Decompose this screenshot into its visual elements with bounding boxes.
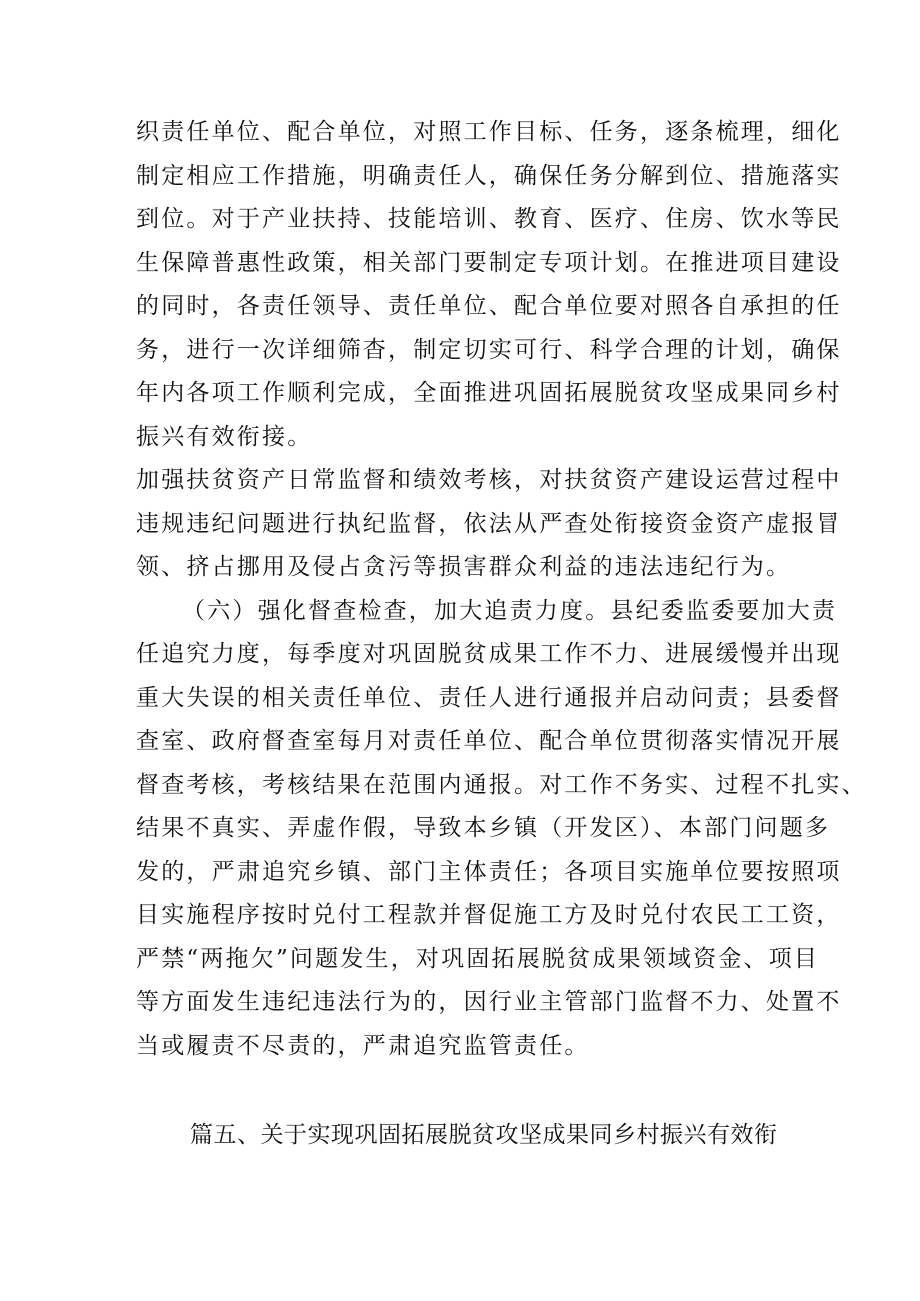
paragraph-3-line-1: （六）强化督查检查，加大追责力度。县纪委监委要加大责: [182, 598, 838, 624]
paragraph-3-line-9: 严禁“两拖欠”问题发生，对巩固拓展脱贫成果领域资金、项目: [136, 946, 820, 972]
paragraph-1-line-1: 织责任单位、配合单位，对照工作目标、任务，逐条梳理，细化: [136, 119, 842, 145]
paragraph-3-line-6: 结果不真实、弄虚作假，导致本乡镇（开发区）、本部门问题多: [136, 815, 831, 841]
paragraph-2-line-3: 领、挤占挪用及侵占贪污等损害群众利益的违法违纪行为。: [136, 554, 792, 580]
paragraph-1-line-7: 年内各项工作顺利完成，全面推进巩固拓展脱贫攻坚成果同乡村: [136, 380, 842, 406]
paragraph-3-line-7: 发的，严肃追究乡镇、部门主体责任；各项目实施单位要按照项: [136, 859, 842, 885]
paragraph-3-line-5: 督查考核，考核结果在范围内通报。对工作不务实、过程不扎实、: [136, 772, 867, 798]
paragraph-1-line-4: 生保障普惠性政策，相关部门要制定专项计划。在推进项目建设: [136, 250, 842, 276]
paragraph-3-line-4: 查室、政府督查室每月对责任单位、配合单位贯彻落实情况开展: [136, 728, 842, 754]
paragraph-3-line-2: 任追究力度，每季度对巩固脱贫成果工作不力、进展缓慢并出现: [136, 641, 842, 667]
paragraph-3-line-3: 重大失误的相关责任单位、责任人进行通报并启动问责；县委督: [136, 685, 842, 711]
paragraph-1-line-2: 制定相应工作措施，明确责任人，确保任务分解到位、措施落实: [136, 163, 842, 189]
paragraph-3-line-10: 等方面发生违纪违法行为的，因行业主管部门监督不力、处置不: [136, 989, 842, 1015]
paragraph-3-line-11: 当或履责不尽责的，严肃追究监管责任。: [136, 1033, 590, 1059]
paragraph-2-line-1: 加强扶贫资产日常监督和绩效考核，对扶贫资产建设运营过程中: [136, 467, 842, 493]
paragraph-1-line-3: 到位。对于产业扶持、技能培训、教育、医疗、住房、饮水等民: [136, 206, 842, 232]
section-heading: 篇五、关于实现巩固拓展脱贫攻坚成果同乡村振兴有效衔: [190, 1122, 778, 1148]
paragraph-1-line-8: 振兴有效衔接。: [136, 424, 313, 450]
paragraph-3-line-8: 目实施程序按时兑付工程款并督促施工方及时兑付农民工工资，: [136, 902, 842, 928]
paragraph-1-line-5: 的同时，各责任领导、责任单位、配合单位要对照各自承担的任: [136, 293, 842, 319]
paragraph-2-line-2: 违规违纪问题进行执纪监督，依法从严查处衔接资金资产虚报冒: [136, 511, 842, 537]
paragraph-1-line-6: 务，进行一次详细筛杳，制定切实可行、科学合理的计划，确保: [136, 337, 842, 363]
